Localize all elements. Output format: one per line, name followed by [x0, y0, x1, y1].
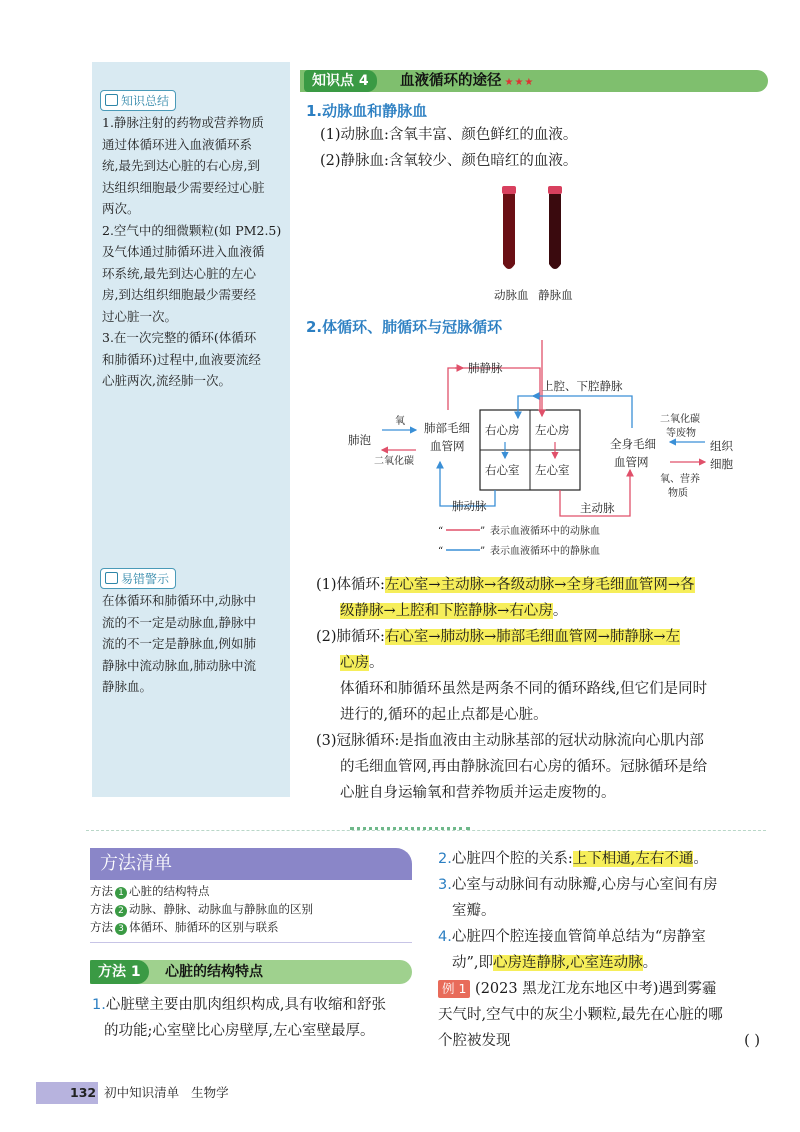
warning-tag-label: 易错警示: [121, 572, 170, 586]
summary-line: 1.静脉注射的药物或营养物质: [102, 115, 264, 130]
subject: 生物学: [191, 1085, 229, 1100]
p2-highlight-b: 心房: [340, 655, 369, 671]
warning-line: 流的不一定是静脉血,例如肺: [102, 636, 256, 651]
p2-highlight-a: 右心室→肺动脉→肺部毛细血管网→肺静脉→左: [384, 629, 681, 645]
label-left-atrium: 左心房: [535, 423, 570, 437]
methods-title: 方法清单: [100, 853, 172, 874]
method-item[interactable]: 方法 1 心脏的结构特点: [90, 884, 210, 898]
label-pulmonary-vein: 肺静脉: [468, 361, 503, 375]
systemic-circulation-para: [316, 572, 766, 624]
warning-tag: [100, 568, 176, 589]
label-pulmonary-artery: 肺动脉: [452, 499, 487, 513]
section1-item2: (2)静脉血:含氧较少、颜色暗红的血液。: [320, 153, 578, 169]
warning-icon: [105, 572, 118, 584]
page-number: 132: [70, 1085, 97, 1100]
tube-label-arterial: 动脉血: [494, 288, 529, 302]
summary-line: 及气体通过肺循环进入血液循: [102, 244, 265, 259]
tube-cap-1: [502, 186, 516, 194]
circulation-diagram: [330, 338, 750, 564]
legend-blue-text: 表示血液循环中的静脉血: [490, 546, 600, 557]
p2-note-b: 进行的,循环的起止点都是心脏。: [340, 707, 548, 723]
knowledge-point-title-text: 血液循环的途径: [400, 73, 502, 89]
stars-rating: ★★★: [504, 77, 535, 88]
section-divider: [86, 830, 766, 831]
tube-cap-2: [548, 186, 562, 194]
number-badge: 2: [115, 905, 127, 917]
summary-line: 3.在一次完整的循环(体循环: [102, 330, 257, 345]
note-icon: [105, 94, 118, 106]
coronary-circulation-para: [316, 728, 776, 806]
warning-line: 在体循环和肺循环中,动脉中: [102, 593, 256, 608]
footer: [70, 1082, 229, 1104]
legend-red-text: 表示血液循环中的动脉血: [490, 526, 600, 537]
label-co2-right-1: 二氧化碳: [660, 414, 700, 425]
label-right-ventricle: 右心室: [485, 463, 520, 477]
warning-line: 流的不一定是动脉血,静脉中: [102, 614, 256, 630]
label-body-cap-1: 全身毛细: [610, 437, 656, 451]
example-1: 例 1 (2023 黑龙江龙东地区中考)遇到雾霾 天气时,空气中的灰尘小颗粒,最先在心脏的哪 个腔被发现 ( ): [438, 976, 768, 1054]
test-tubes-image: [490, 182, 590, 282]
method1-para: 1.心脏壁主要由肌肉组织构成,具有收缩和舒张 的功能;心室壁比心房壁厚,左心室壁最厚。: [92, 997, 386, 1039]
p2-highlight: 上下相通,左右不通: [572, 851, 694, 867]
summary-line: 2.空气中的细微颗粒(如 PM2.5): [102, 222, 282, 238]
method1-title: 心脏的结构特点: [165, 964, 263, 980]
label-co2-left: 二氧化碳: [374, 456, 414, 467]
svg-text:”: ”: [480, 526, 486, 537]
label-body-cap-2: 血管网: [614, 455, 649, 469]
knowledge-point-label: 知识点 4: [304, 70, 377, 92]
p3-line-b: 的毛细血管网,再由静脉流回右心房的循环。冠脉循环是给: [340, 759, 708, 775]
method1-label: 方法 1: [90, 960, 149, 984]
svg-text:”: ”: [480, 546, 486, 557]
pulmonary-circulation-para: [316, 624, 766, 728]
tube-2: [549, 194, 561, 264]
label-tissue-2: 细胞: [710, 457, 733, 471]
p1-prefix: (1)体循环:: [316, 577, 385, 593]
p2-note-a: 体循环和肺循环虽然是两条不同的循环路线,但它们是同时: [340, 681, 708, 697]
summary-tag: [100, 90, 176, 111]
right-col-p3: 3.心室与动脉间有动脉瓣,心房与心室间有房 室瓣。: [438, 877, 718, 919]
section1-item1: (1)动脉血:含氧丰富、颜色鲜红的血液。: [320, 127, 578, 143]
summary-text: [102, 112, 287, 392]
p4-highlight: 心房连静脉,心室连动脉: [493, 955, 643, 971]
label-oxygen: 氧: [395, 416, 405, 427]
label-lung-cap-2: 血管网: [430, 439, 465, 453]
summary-line: 环系统,最先到达心脏的左心: [102, 265, 256, 281]
section1-heading: 1.动脉血和静脉血: [306, 102, 428, 120]
warning-line: 静脉血。: [102, 679, 153, 694]
section2-heading: 2.体循环、肺循环与冠脉循环: [306, 318, 503, 336]
tube-label-venous: 静脉血: [538, 288, 573, 302]
label-right-atrium: 右心房: [485, 423, 520, 437]
label-co2-right-2: 等废物: [666, 428, 696, 439]
summary-line: 房,到达组织细胞最少需要经: [102, 287, 256, 302]
p3-line-c: 心脏自身运输氧和营养物质并运走废物的。: [340, 785, 616, 801]
svg-text:“: “: [438, 526, 444, 537]
summary-tag-label: 知识总结: [121, 94, 170, 108]
summary-line: 两次。: [102, 201, 140, 216]
tube-labels: [494, 287, 573, 303]
answer-blank[interactable]: ( ): [744, 1033, 760, 1049]
summary-line: 达组织细胞最少需要经过心脏: [102, 179, 265, 195]
knowledge-point-title: [400, 70, 534, 94]
p2-prefix: (2)肺循环:: [316, 629, 385, 645]
tube-1: [503, 194, 515, 264]
svg-text:“: “: [438, 546, 444, 557]
label-nutrient-1: 氧、营养: [660, 474, 700, 485]
example-tag: 例 1: [438, 980, 470, 998]
label-alveoli: 肺泡: [348, 433, 371, 447]
methods-list: [90, 882, 412, 936]
tube-bottom-1: [503, 264, 515, 269]
divider-dots: [350, 827, 470, 830]
p1-suffix: 。: [552, 603, 568, 619]
label-aorta: 主动脉: [580, 501, 615, 515]
right-col-p2: 2.心脏四个腔的关系:上下相通,左右不通。: [438, 851, 708, 867]
label-tissue-1: 组织: [710, 439, 733, 453]
p2-suffix: 。: [369, 655, 384, 671]
method-item[interactable]: 方法 3 体循环、肺循环的区别与联系: [90, 920, 279, 934]
method-item[interactable]: 方法 2 动脉、静脉、动脉血与静脉血的区别: [90, 902, 313, 916]
label-left-ventricle: 左心室: [535, 463, 570, 477]
summary-line: 和肺循环)过程中,血液要流经: [102, 351, 261, 367]
tube-bottom-2: [549, 264, 561, 269]
number-badge: 3: [115, 923, 127, 935]
right-col-p4: 4.心脏四个腔连接血管简单总结为“房静室 动”,即心房连静脉,心室连动脉。: [438, 929, 706, 971]
methods-box-bottom: [90, 942, 412, 943]
label-nutrient-2: 物质: [668, 488, 688, 499]
summary-line: 心脏两次,流经肺一次。: [102, 373, 231, 388]
methods-header: [90, 848, 412, 880]
p3-line-a: (3)冠脉循环:是指血液由主动脉基部的冠状动脉流向心肌内部: [316, 733, 704, 749]
book-title: 初中知识清单: [104, 1085, 180, 1100]
label-venae-cavae: 上腔、下腔静脉: [542, 379, 623, 393]
p1-highlight-b: 级静脉→上腔和下腔静脉→右心房: [340, 603, 553, 619]
summary-line: 过心脏一次。: [102, 308, 178, 324]
warning-text: [102, 590, 287, 698]
summary-line: 通过体循环进入血液循环系: [102, 136, 253, 152]
number-badge: 1: [115, 887, 127, 899]
p1-highlight-a: 左心室→主动脉→各级动脉→全身毛细血管网→各: [384, 577, 695, 593]
warning-line: 静脉中流动脉血,肺动脉中流: [102, 657, 256, 673]
summary-line: 统,最先到达心脏的右心房,到: [102, 158, 260, 173]
label-lung-cap-1: 肺部毛细: [424, 421, 470, 435]
